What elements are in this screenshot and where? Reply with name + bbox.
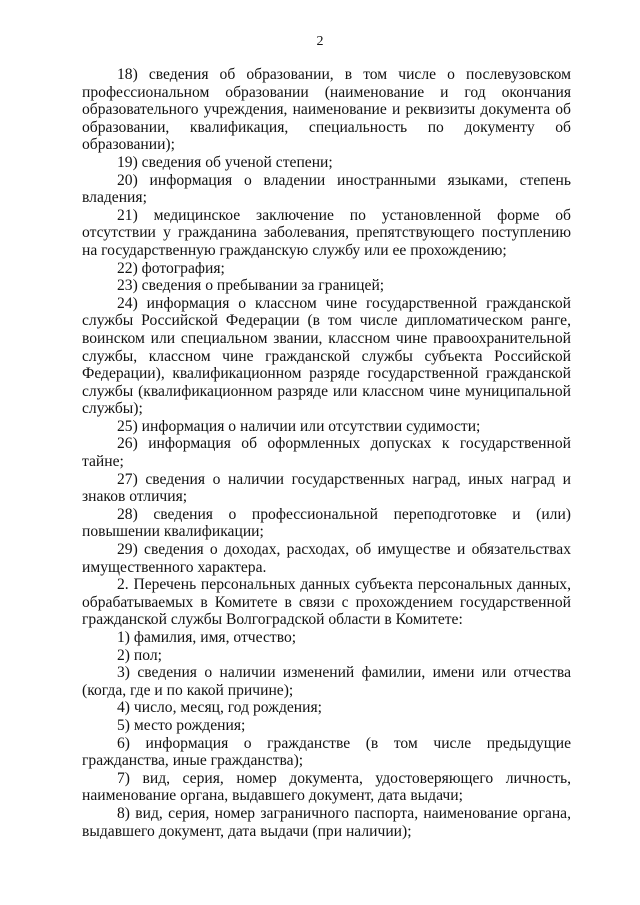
paragraph: 25) информация о наличии или отсутствии судимости;	[117, 417, 481, 435]
paragraph: 24) информация о классном чине государственной гражданской службы Российской Федерации (в том числе дипломатическом ранге, воинском или специальном звании, классном чине правоохранительной службы, классном чине гражданской службы субъекта Российской Федерации), квалификационном разряде государственной гражданской службы (квалификационном разряде или классном чине муниципальной службы);	[82, 294, 571, 418]
paragraph: 3) сведения о наличии изменений фамилии, имени или отчества (когда, где и по какой причине);	[82, 664, 571, 699]
paragraph: 2) пол;	[117, 646, 162, 664]
paragraph: 22) фотография;	[117, 259, 225, 277]
paragraph: 7) вид, серия, номер документа, удостоверяющего личность, наименование органа, выдавшего документ, дата выдачи;	[82, 769, 571, 805]
paragraph: 18) сведения об образовании, в том числе о послевузовском профессиональном образовании (наименование и год окончания образовательного учреждения, наименование и реквизиты документа об образовании, квалификация, специальность по документу об образовании);	[82, 66, 571, 154]
paragraph: 19) сведения об ученой степени;	[117, 153, 333, 171]
paragraph: 21) медицинское заключение по установленной форме об отсутствии у гражданина заболевания, препятствующего поступлению на государственную гражданскую службу или ее прохождению;	[82, 206, 571, 259]
paragraph: 20) информация о владении иностранными языками, степень владения;	[82, 171, 571, 207]
page-number: 2	[316, 34, 324, 49]
paragraph: 28) сведения о профессиональной переподготовке и (или) повышении квалификации;	[82, 505, 571, 541]
paragraph: 29) сведения о доходах, расходах, об имуществе и обязательствах имущественного характера.	[82, 541, 571, 576]
paragraph: 27) сведения о наличии государственных наград, иных наград и знаков отличия;	[82, 470, 571, 506]
paragraph: 5) место рождения;	[117, 716, 246, 734]
document-body	[82, 66, 571, 840]
paragraph: 23) сведения о пребывании за границей;	[117, 277, 385, 295]
paragraph: 8) вид, серия, номер заграничного паспорта, наименование органа, выдавшего документ, дата выдачи (при наличии);	[82, 804, 571, 840]
section-heading-paragraph: 2. Перечень персональных данных субъекта персональных данных, обрабатываемых в Комитете в связи с прохождением государственной гражданской службы Волгоградской области в Комитете:	[82, 576, 571, 629]
paragraph: 4) число, месяц, год рождения;	[117, 699, 323, 717]
paragraph: 1) фамилия, имя, отчество;	[117, 629, 297, 646]
paragraph: 26) информация об оформленных допусках к государственной тайне;	[82, 435, 571, 471]
paragraph: 6) информация о гражданстве (в том числе предыдущие гражданства, иные гражданства);	[82, 734, 571, 770]
